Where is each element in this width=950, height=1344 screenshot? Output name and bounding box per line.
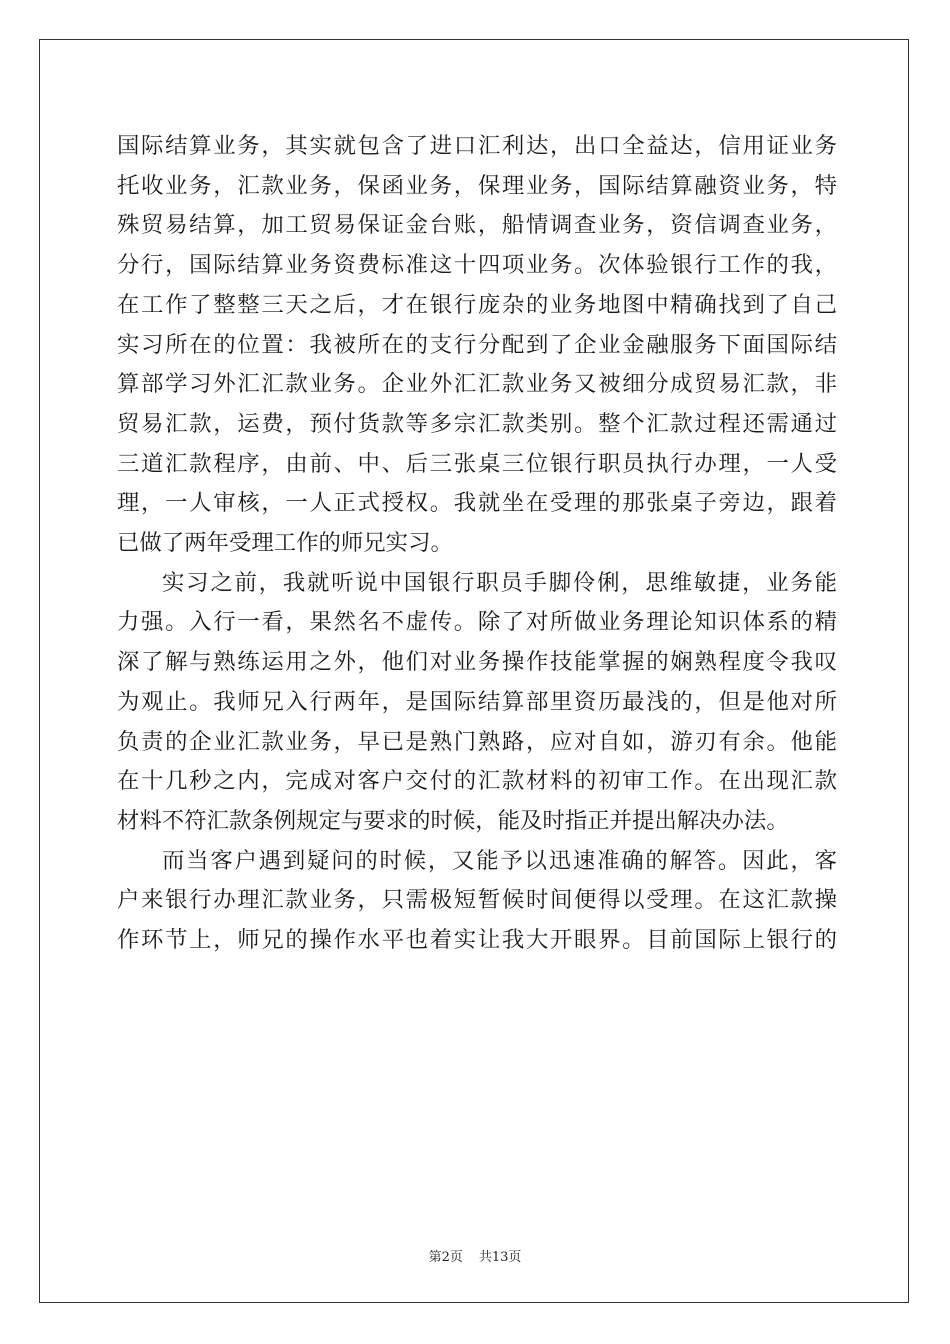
text-line: 在十几秒之内，完成对客户交付的汇款材料的初审工作。在出现汇款 xyxy=(117,768,837,795)
text-line: 作环节上，师兄的操作水平也着实让我大开眼界。目前国际上银行的 xyxy=(117,927,837,954)
paragraph-3 xyxy=(117,842,837,961)
document-body xyxy=(117,127,837,961)
page-footer xyxy=(0,1246,950,1265)
page-total: 共13页 xyxy=(478,1250,522,1265)
paragraph-2 xyxy=(117,564,837,842)
text-line: 三道汇款程序，由前、中、后三张桌三位银行职员执行办理，一人受 xyxy=(117,450,837,477)
text-line: 负责的企业汇款业务，早已是熟门熟路，应对自如，游刃有余。他能 xyxy=(117,728,837,755)
text-line: 实习所在的位置：我被所在的支行分配到了企业金融服务下面国际结 xyxy=(117,331,837,358)
text-line: 在工作了整整三天之后，才在银行庞杂的业务地图中精确找到了自己 xyxy=(117,291,837,318)
text-line: 殊贸易结算，加工贸易保证金台账，船情调查业务，资信调查业务， xyxy=(117,212,837,239)
text-line: 实习之前，我就听说中国银行职员手脚伶俐，思维敏捷，业务能 xyxy=(162,569,837,596)
text-line: 力强。入行一看，果然名不虚传。除了对所做业务理论知识体系的精 xyxy=(117,609,837,636)
text-line: 贸易汇款，运费，预付货款等多宗汇款类别。整个汇款过程还需通过 xyxy=(117,410,837,437)
text-line: 国际结算业务，其实就包含了进口汇利达，出口全益达，信用证业务 xyxy=(117,133,837,159)
text-line: 材料不符汇款条例规定与要求的时候，能及时指正并提出解决办法。 xyxy=(117,807,789,834)
paragraph-1 xyxy=(117,127,837,564)
text-line: 而当客户遇到疑问的时候，又能予以迅速准确的解答。因此，客 xyxy=(162,847,837,874)
text-line: 深了解与熟练运用之外，他们对业务操作技能掌握的娴熟程度令我叹 xyxy=(117,649,837,676)
text-line: 为观止。我师兄入行两年，是国际结算部里资历最浅的，但是他对所 xyxy=(117,688,837,715)
text-line: 分行，国际结算业务资费标准这十四项业务。次体验银行工作的我， xyxy=(117,252,837,279)
text-line: 算部学习外汇汇款业务。企业外汇汇款业务又被细分成贸易汇款，非 xyxy=(117,371,837,398)
page-number: 第2页 xyxy=(428,1250,463,1265)
text-line: 户来银行办理汇款业务，只需极短暂候时间便得以受理。在这汇款操 xyxy=(117,887,837,914)
text-line: 托收业务，汇款业务，保函业务，保理业务，国际结算融资业务，特 xyxy=(117,172,837,199)
text-line: 理，一人审核，一人正式授权。我就坐在受理的那张桌子旁边，跟着 xyxy=(117,490,837,517)
text-line: 已做了两年受理工作的师兄实习。 xyxy=(117,530,453,557)
